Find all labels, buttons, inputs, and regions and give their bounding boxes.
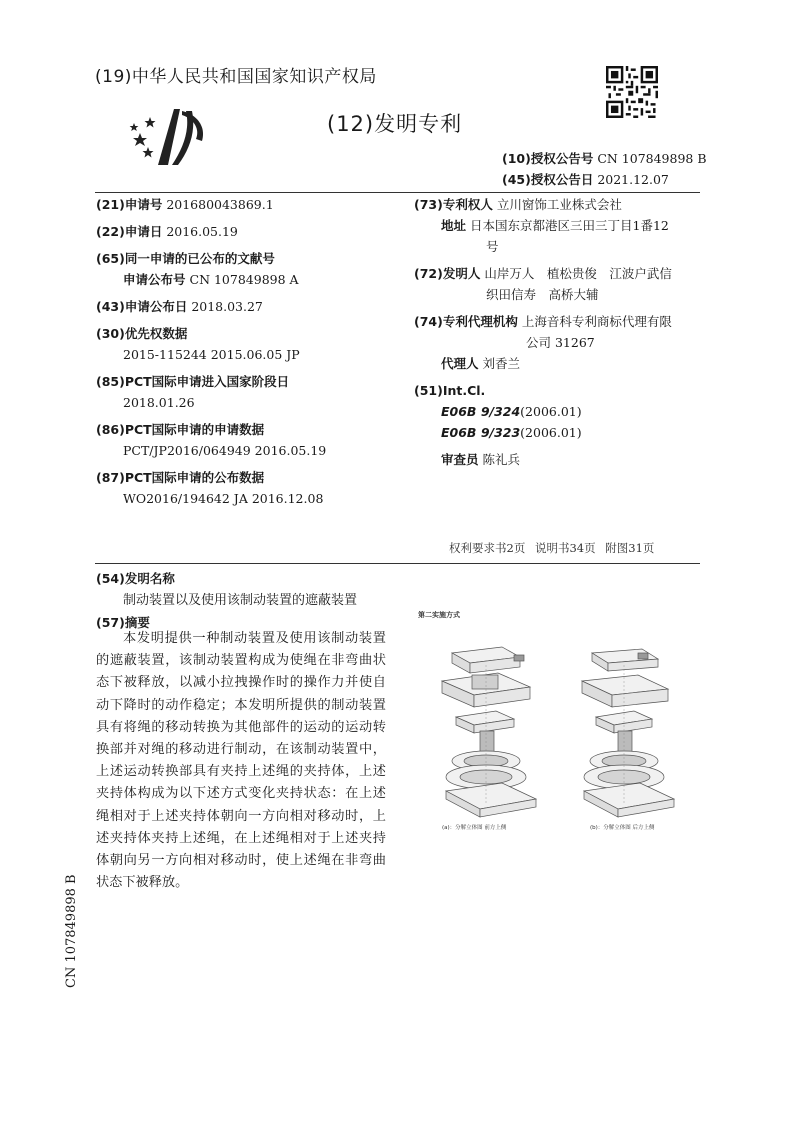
owner-label: (73)专利权人 bbox=[414, 197, 493, 212]
address-label: 地址 bbox=[441, 218, 467, 233]
pub-date-label: (43)申请公布日 bbox=[96, 299, 188, 314]
grant-date-row bbox=[502, 169, 707, 190]
grant-number-label: (10)授权公告号 bbox=[502, 151, 594, 166]
representative-drawing bbox=[412, 605, 702, 845]
app-number: 201680043869.1 bbox=[166, 197, 274, 212]
grant-number: CN 107849898 B bbox=[597, 151, 707, 166]
inventors-line-2: 织田信寿 高桥大辅 bbox=[486, 287, 599, 302]
owner: 立川窗饰工业株式会社 bbox=[496, 197, 622, 212]
qr-code-icon bbox=[606, 66, 658, 118]
pct-pub-data: WO2016/194642 JA 2016.12.08 bbox=[123, 491, 324, 506]
pub-number-label: 申请公布号 bbox=[123, 272, 186, 287]
figure-heading: 第二实施方式 bbox=[418, 611, 460, 619]
pub-number: CN 107849898 A bbox=[189, 272, 299, 287]
document-type: (12)发明专利 bbox=[327, 112, 463, 136]
intcl-label: (51)Int.Cl. bbox=[414, 383, 486, 398]
pct-app-data: PCT/JP2016/064949 2016.05.19 bbox=[123, 443, 327, 458]
address-line-1: 日本国东京都港区三田三丁目1番12 bbox=[470, 218, 669, 233]
figure-caption-a: (a)：分解立体图 前方上侧 bbox=[442, 825, 507, 831]
top-divider bbox=[95, 192, 700, 193]
pct-entry-label: (85)PCT国际申请进入国家阶段日 bbox=[96, 374, 290, 389]
page-counts: 权利要求书2页 说明书34页 附图31页 bbox=[449, 541, 655, 555]
title-label-text: (54)发明名称 bbox=[96, 571, 175, 586]
side-document-number: CN 107849898 B bbox=[64, 874, 79, 988]
priority-label: (30)优先权数据 bbox=[96, 326, 188, 341]
app-date-label: (22)申请日 bbox=[96, 224, 163, 239]
app-date: 2016.05.19 bbox=[166, 224, 238, 239]
address-line-2: 号 bbox=[486, 239, 499, 254]
inventors-line-1: 山岸万人 植松贵俊 江波户武信 bbox=[484, 266, 672, 281]
grant-info bbox=[502, 148, 707, 190]
priority-data: 2015-115244 2015.06.05 JP bbox=[123, 347, 300, 362]
ipc-version-1: (2006.01) bbox=[520, 404, 582, 419]
figure-caption-b: (b)：分解立体图 后方上侧 bbox=[590, 825, 655, 831]
prior-pub-label: (65)同一申请的已公布的文献号 bbox=[96, 251, 275, 266]
bibliographic-left bbox=[96, 194, 396, 509]
app-number-label: (21)申请号 bbox=[96, 197, 163, 212]
bibliographic-right bbox=[414, 194, 704, 470]
pct-entry-date: 2018.01.26 bbox=[123, 395, 195, 410]
title-label bbox=[96, 568, 175, 589]
agent-label: 代理人 bbox=[441, 356, 479, 371]
inventor-label: (72)发明人 bbox=[414, 266, 481, 281]
exploded-view-a bbox=[442, 647, 536, 817]
examiner-label: 审查员 bbox=[441, 452, 479, 467]
abstract-label-text: (57)摘要 bbox=[96, 615, 150, 630]
agency-line-2: 公司 31267 bbox=[526, 335, 595, 350]
ipc-code-2: E06B 9/323 bbox=[441, 425, 521, 440]
examiner: 陈礼兵 bbox=[482, 452, 521, 467]
invention-title: 制动装置以及使用该制动装置的遮蔽装置 bbox=[123, 593, 358, 608]
agent: 刘香兰 bbox=[482, 356, 521, 371]
grant-date: 2021.12.07 bbox=[597, 172, 669, 187]
abstract-text: 本发明提供一种制动装置及使用该制动装置的遮蔽装置，该制动装置构成为使绳在非弯曲状态下被释放，以减小拉拽操作时的操作力并使自动下降时的动作稳定；本发明所提供的制动装置具有将绳的移动转换为其他部件的运动的运动转换部并对绳的移动进行制动，在该制动装置中，上述运动转换部具有夹持上述绳的夹持体，上述夹持体构成为以下述方式变化夹持状态：在上述绳相对于上述夹持体朝向一方向相对移动时，上述夹持体夹持上述绳，在上述绳相对于上述夹持体朝向另一方向相对移动时，使上述绳在非弯曲状态下被释放。 bbox=[96, 631, 386, 891]
agency-line-1: 上海音科专利商标代理有限 bbox=[521, 314, 672, 329]
grant-date-label: (45)授权公告日 bbox=[502, 172, 594, 187]
pub-date: 2018.03.27 bbox=[191, 299, 263, 314]
cnipa-logo-icon bbox=[128, 103, 210, 169]
pct-pub-label: (87)PCT国际申请的公布数据 bbox=[96, 470, 265, 485]
exploded-view-b bbox=[582, 649, 674, 817]
ipc-version-2: (2006.01) bbox=[520, 425, 582, 440]
ipc-code-1: E06B 9/324 bbox=[441, 404, 521, 419]
middle-divider bbox=[95, 563, 700, 564]
pct-app-label: (86)PCT国际申请的申请数据 bbox=[96, 422, 265, 437]
agency-label: (74)专利代理机构 bbox=[414, 314, 518, 329]
grant-number-row bbox=[502, 148, 707, 169]
office-name: (19)中华人民共和国国家知识产权局 bbox=[95, 67, 377, 87]
